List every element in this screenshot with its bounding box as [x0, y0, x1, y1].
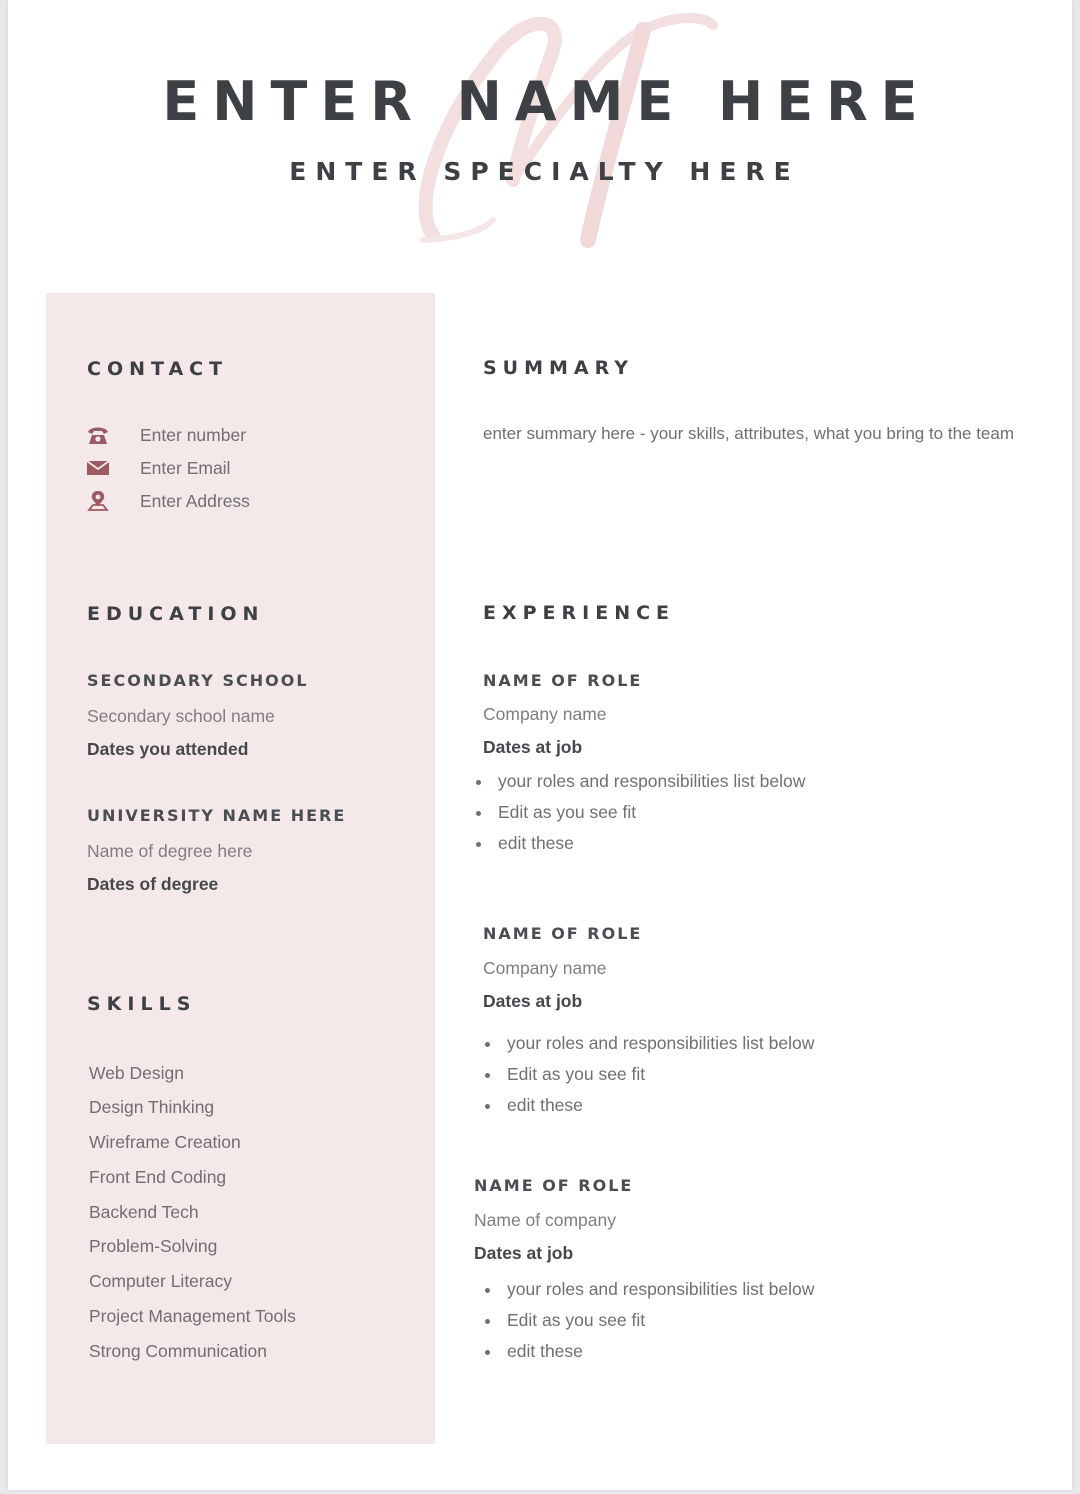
role-bullets-1	[476, 766, 805, 859]
education-heading: EDUCATION	[87, 603, 265, 625]
skill-item: Web Design	[89, 1063, 185, 1083]
email-icon	[86, 457, 110, 479]
phone-icon	[86, 424, 110, 446]
skill-item: Backend Tech	[89, 1202, 199, 1222]
role-dates-1: Dates at job	[483, 737, 583, 757]
list-item: edit these	[476, 828, 805, 859]
skill-item: Design Thinking	[89, 1097, 215, 1117]
role-title-1: NAME OF ROLE	[483, 671, 643, 690]
role-bullets-3	[485, 1274, 814, 1367]
list-item: edit these	[485, 1090, 814, 1121]
summary-text: enter summary here - your skills, attributes, what you bring to the team	[483, 424, 1015, 443]
education-title-2: UNIVERSITY NAME HERE	[87, 806, 347, 825]
role-title-2: NAME OF ROLE	[483, 924, 643, 943]
skill-item: Strong Communication	[89, 1341, 267, 1361]
education-dates-2: Dates of degree	[87, 874, 219, 894]
role-company-1: Company name	[483, 704, 607, 724]
contact-email	[86, 455, 231, 481]
list-item: edit these	[485, 1336, 814, 1367]
role-dates-2: Dates at job	[483, 991, 583, 1011]
location-icon	[86, 490, 110, 512]
skill-item: Wireframe Creation	[89, 1132, 241, 1152]
contact-email-text: Enter Email	[140, 457, 231, 478]
skill-item: Front End Coding	[89, 1167, 227, 1187]
role-company-2: Company name	[483, 958, 607, 978]
skill-item: Project Management Tools	[89, 1306, 296, 1326]
role-title-3: NAME OF ROLE	[474, 1176, 634, 1195]
contact-heading: CONTACT	[87, 358, 229, 380]
education-name-1: Secondary school name	[87, 706, 275, 726]
list-item: Edit as you see fit	[485, 1059, 814, 1090]
candidate-name: ENTER NAME HERE	[162, 70, 931, 133]
list-item: Edit as you see fit	[485, 1305, 814, 1336]
experience-heading: EXPERIENCE	[483, 602, 676, 624]
contact-address	[86, 488, 250, 514]
education-name-2: Name of degree here	[87, 841, 253, 861]
list-item: your roles and responsibilities list below	[485, 1274, 814, 1305]
list-item: your roles and responsibilities list below	[485, 1028, 814, 1059]
contact-address-text: Enter Address	[140, 490, 250, 511]
skills-heading: SKILLS	[87, 993, 197, 1015]
role-company-3: Name of company	[474, 1210, 617, 1230]
contact-phone-text: Enter number	[140, 424, 247, 445]
education-title-1: SECONDARY SCHOOL	[87, 671, 309, 690]
skill-item: Problem-Solving	[89, 1236, 218, 1256]
role-bullets-2	[485, 1028, 814, 1121]
role-dates-3: Dates at job	[474, 1243, 574, 1263]
list-item: Edit as you see fit	[476, 797, 805, 828]
summary-heading: SUMMARY	[483, 357, 634, 379]
education-dates-1: Dates you attended	[87, 739, 249, 759]
resume-page	[8, 0, 1072, 1490]
list-item: your roles and responsibilities list below	[476, 766, 805, 797]
candidate-specialty: ENTER SPECIALTY HERE	[289, 157, 800, 186]
skill-item: Computer Literacy	[89, 1271, 232, 1291]
contact-phone	[86, 422, 247, 448]
